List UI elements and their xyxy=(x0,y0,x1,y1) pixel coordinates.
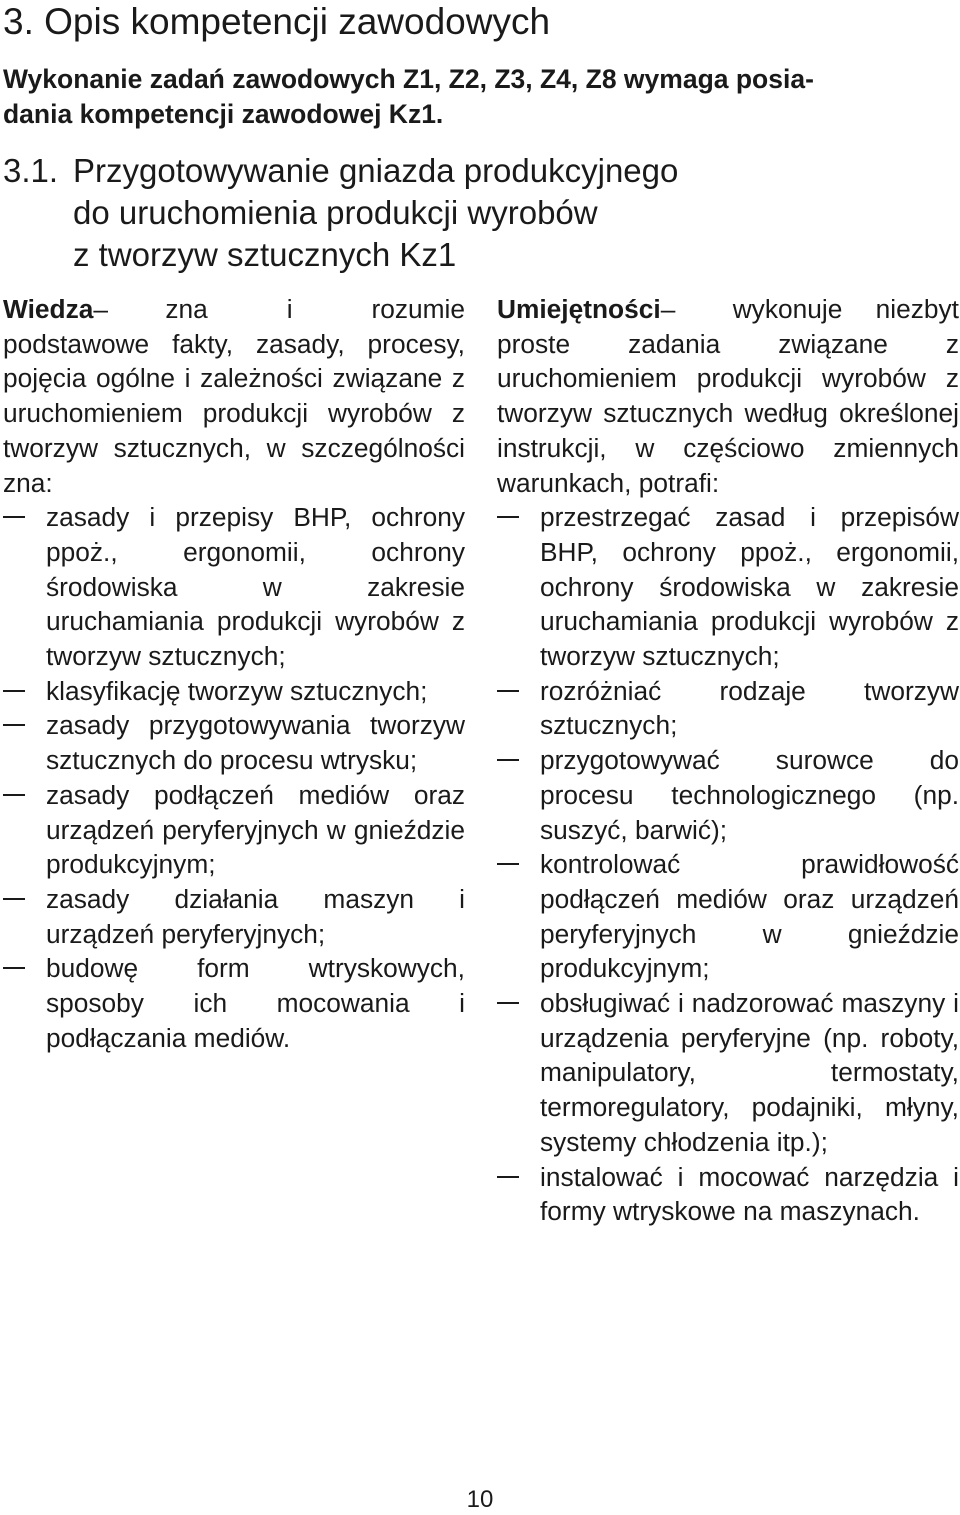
intro-line-1: Wykonanie zadań zawodowych Z1, Z2, Z3, Z4, Z8 wymaga posia- xyxy=(3,64,814,94)
knowledge-dash: – xyxy=(93,294,108,324)
knowledge-column xyxy=(3,292,465,1055)
dash-bullet xyxy=(497,690,519,692)
skills-term: Umiejętności xyxy=(497,294,661,324)
list-item xyxy=(497,1160,959,1229)
list-item-text: zasady działania maszyn i urządzeń peryferyjnych; xyxy=(46,883,465,949)
section-heading xyxy=(3,150,678,276)
list-item-text: obsługiwać i nadzorować maszyny i urządzenia peryferyjne (np. roboty, manipulatory, termostaty, termoregulatory, podajniki, młyny, systemy chłodzenia itp.); xyxy=(540,988,959,1157)
skills-column xyxy=(497,292,959,1229)
section-number: 3.1. xyxy=(3,152,59,189)
dash-bullet xyxy=(3,690,25,692)
dash-bullet xyxy=(3,724,25,726)
list-item xyxy=(497,986,959,1160)
dash-bullet xyxy=(497,1002,519,1004)
list-item-text: budowę form wtryskowych, sposoby ich mocowania i podłączania mediów. xyxy=(46,953,465,1053)
chapter-title: 3. Opis kompetencji zawodowych xyxy=(3,1,551,42)
list-item-text: instalować i mocować narzędzia i formy wtryskowe na maszynach. xyxy=(540,1161,959,1227)
dash-bullet xyxy=(3,967,25,969)
list-item-text: przestrzegać zasad i przepisów BHP, ochrony ppoż., ergonomii, ochrony środowiska w zakresie uruchamiania produkcji wyrobów z tworzyw sztucznych; xyxy=(540,502,959,672)
section-title-line-1: Przygotowywanie gniazda produkcyjnego xyxy=(73,152,679,189)
list-item-text: zasady i przepisy BHP, ochrony ppoż., ergonomii, ochrony środowiska w zakresie uruchamiania produkcji wyrobów z tworzyw sztucznych; xyxy=(46,502,465,672)
dash-bullet xyxy=(497,1176,519,1178)
list-item-text: zasady przygotowywania tworzyw sztucznych do procesu wtrysku; xyxy=(46,710,465,776)
dash-bullet xyxy=(3,516,25,518)
intro-line-2: dania kompetencji zawodowej Kz1. xyxy=(3,99,444,129)
knowledge-lead-text: zna i rozumie podstawowe fakty, zasady, procesy, pojęcia ogólne i zależności związane z uruchomieniem produkcji wyrobów z tworzyw sztucznych, w szczególności zna: xyxy=(3,294,465,498)
section-title-line-3: z tworzyw sztucznych Kz1 xyxy=(73,236,457,273)
list-item-text: kontrolować prawidłowość podłączeń mediów oraz urządzeń peryferyjnych w gnieździe produkcyjnym; xyxy=(540,849,959,984)
knowledge-lead xyxy=(3,292,465,500)
list-item xyxy=(497,743,959,847)
list-item xyxy=(3,708,465,777)
list-item-text: klasyfikację tworzyw sztucznych; xyxy=(46,675,428,706)
list-item xyxy=(3,951,465,1055)
list-item xyxy=(497,847,959,986)
list-item xyxy=(3,500,465,674)
list-item-text: zasady podłączeń mediów oraz urządzeń peryferyjnych w gnieździe produkcyjnym; xyxy=(46,779,465,880)
dash-bullet xyxy=(3,794,25,796)
dash-bullet xyxy=(497,516,519,518)
skills-lead xyxy=(497,292,959,500)
list-item xyxy=(497,500,959,674)
list-item xyxy=(3,778,465,882)
skills-list xyxy=(497,500,959,1229)
section-heading-line-1 xyxy=(3,150,678,192)
dash-bullet xyxy=(497,863,519,865)
knowledge-term: Wiedza xyxy=(3,294,94,324)
section-title-line-2: do uruchomienia produkcji wyrobów xyxy=(73,194,598,231)
intro-paragraph xyxy=(3,62,953,132)
list-item-text: rozróżniać rodzaje tworzyw sztucznych; xyxy=(540,675,959,741)
dash-bullet xyxy=(497,759,519,761)
skills-lead-text: wykonuje niezbyt proste zadania związane z uruchomieniem produkcji wyrobów z tworzyw sztucznych według określonej instrukcji, w częściowo zmiennych warunkach, potrafi: xyxy=(497,294,959,498)
dash-bullet xyxy=(3,898,25,900)
page-number: 10 xyxy=(466,1486,494,1513)
list-item xyxy=(3,674,465,709)
list-item xyxy=(497,674,959,743)
knowledge-list xyxy=(3,500,465,1055)
list-item xyxy=(3,882,465,951)
list-item-text: przygotowywać surowce do procesu technologicznego (np. suszyć, barwić); xyxy=(540,745,959,845)
skills-dash: – xyxy=(660,294,676,324)
